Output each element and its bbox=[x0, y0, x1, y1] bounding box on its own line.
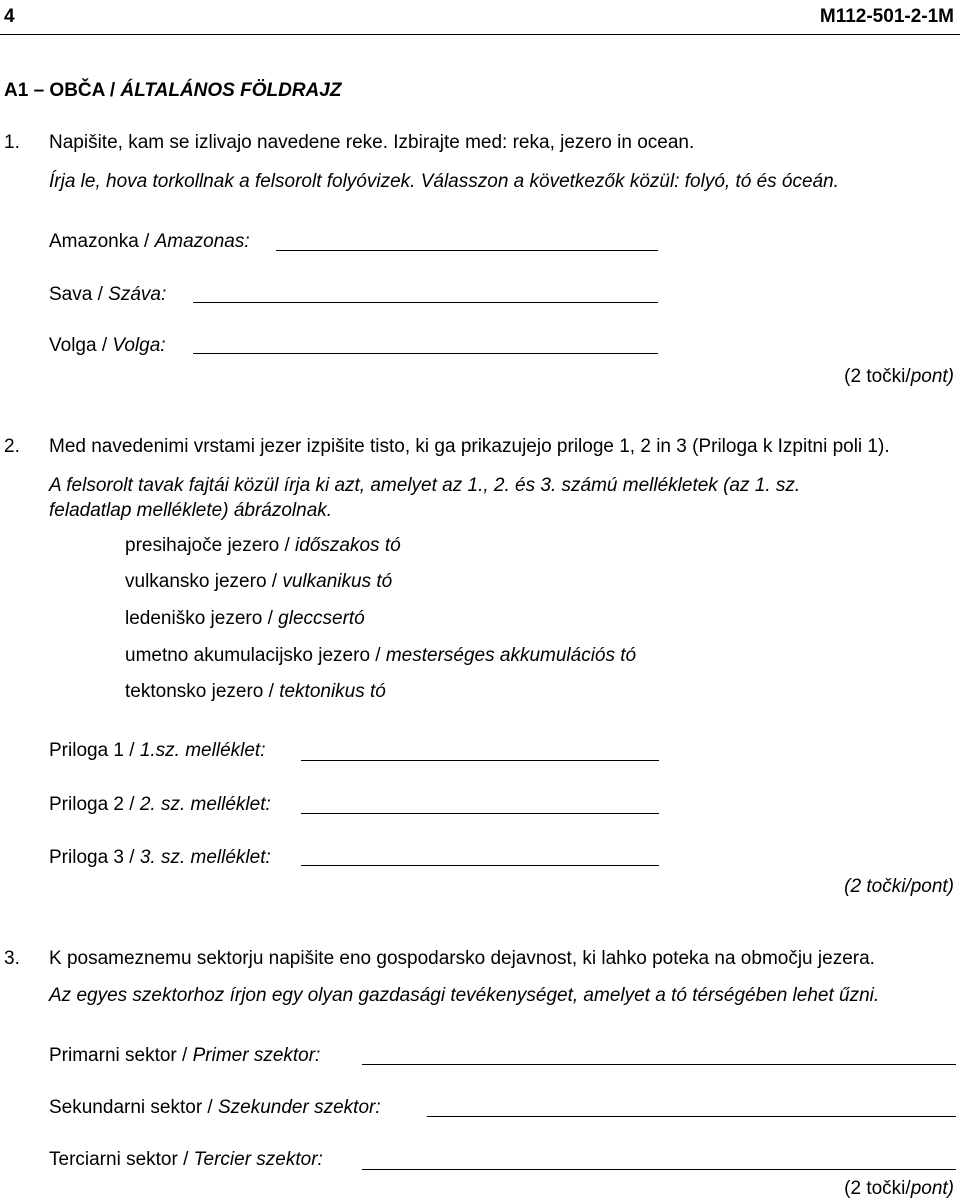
q3-points bbox=[844, 1178, 954, 1200]
attachment-sl: Priloga 2 / bbox=[49, 794, 140, 815]
attachment-hu: 1.sz. melléklet: bbox=[139, 740, 266, 761]
q1-river-sava-label bbox=[49, 284, 166, 306]
q3-answer-line-tertiary[interactable] bbox=[362, 1169, 956, 1170]
river-label-sl: Volga / bbox=[49, 335, 113, 356]
section-title-prefix: A1 – OBČA / bbox=[4, 80, 121, 101]
sector-sl: Terciarni sektor / bbox=[49, 1149, 194, 1170]
option-hu: időszakos tó bbox=[295, 535, 401, 556]
option-hu: gleccsertó bbox=[278, 608, 365, 629]
option-sl: presihajoče jezero / bbox=[125, 535, 296, 556]
sector-sl: Primarni sektor / bbox=[49, 1045, 193, 1066]
document-code: M112-501-2-1M bbox=[819, 6, 954, 27]
q2-number: 2. bbox=[4, 436, 20, 457]
attachment-hu: 2. sz. melléklet: bbox=[139, 794, 271, 815]
sector-hu: Szekunder szektor: bbox=[217, 1097, 381, 1118]
q1-text-hu: Írja le, hova torkollnak a felsorolt folyóvizek. Válasszon a következők közül: folyó, tó és óceán. bbox=[49, 171, 839, 192]
attachment-hu: 3. sz. melléklet: bbox=[139, 847, 271, 868]
option-sl: vulkansko jezero / bbox=[125, 571, 283, 592]
q2-points: (2 točki/pont) bbox=[844, 876, 954, 897]
q2-text-hu-line2: feladatlap melléklete) ábrázolnak. bbox=[49, 500, 333, 521]
option-sl: umetno akumulacijsko jezero / bbox=[125, 645, 386, 666]
option-hu: mesterséges akkumulációs tó bbox=[385, 645, 637, 666]
q3-answer-line-primary[interactable] bbox=[362, 1064, 956, 1065]
sector-hu: Primer szektor: bbox=[192, 1045, 321, 1066]
q2-attachment-1-label bbox=[49, 740, 265, 762]
q3-sector-secondary-label bbox=[49, 1097, 381, 1119]
page-number: 4 bbox=[4, 6, 15, 27]
q3-sector-tertiary-label bbox=[49, 1149, 323, 1171]
q2-option-2 bbox=[125, 571, 392, 593]
q2-option-1 bbox=[125, 535, 401, 557]
q2-answer-line-2[interactable] bbox=[301, 813, 659, 814]
option-sl: ledeniško jezero / bbox=[125, 608, 279, 629]
q1-answer-line-sava[interactable] bbox=[193, 302, 658, 303]
river-label-sl: Amazonka / bbox=[49, 231, 155, 252]
q1-river-amazon-label bbox=[49, 231, 250, 253]
q2-attachment-2-label bbox=[49, 794, 271, 816]
q3-number: 3. bbox=[4, 948, 20, 969]
header-rule bbox=[0, 34, 960, 35]
q3-text-sl: K posameznemu sektorju napišite eno gospodarsko dejavnost, ki lahko poteka na območju jezera. bbox=[49, 948, 875, 969]
river-label-hu: Száva: bbox=[108, 284, 167, 305]
q1-answer-line-amazon[interactable] bbox=[276, 250, 658, 251]
river-label-hu: Volga: bbox=[112, 335, 166, 356]
section-title bbox=[4, 80, 341, 102]
q2-text-sl: Med navedenimi vrstami jezer izpišite tisto, ki ga prikazujejo priloge 1, 2 in 3 (Priloga k Izpitni poli 1). bbox=[49, 436, 890, 457]
q1-answer-line-volga[interactable] bbox=[193, 353, 658, 354]
q2-option-4 bbox=[125, 645, 636, 667]
points-hu: pont) bbox=[910, 1178, 954, 1199]
river-label-hu: Amazonas: bbox=[154, 231, 250, 252]
attachment-sl: Priloga 1 / bbox=[49, 740, 140, 761]
q1-points bbox=[844, 366, 954, 388]
q3-sector-primary-label bbox=[49, 1045, 320, 1067]
q2-option-3 bbox=[125, 608, 365, 630]
q1-text-sl: Napišite, kam se izlivajo navedene reke. Izbirajte med: reka, jezero in ocean. bbox=[49, 132, 695, 153]
option-sl: tektonsko jezero / bbox=[125, 681, 280, 702]
attachment-sl: Priloga 3 / bbox=[49, 847, 140, 868]
section-title-hu: ÁLTALÁNOS FÖLDRAJZ bbox=[120, 80, 342, 101]
q1-number: 1. bbox=[4, 132, 20, 153]
points-hu: pont) bbox=[910, 366, 954, 387]
sector-sl: Sekundarni sektor / bbox=[49, 1097, 218, 1118]
sector-hu: Tercier szektor: bbox=[193, 1149, 323, 1170]
q1-river-volga-label bbox=[49, 335, 166, 357]
river-label-sl: Sava / bbox=[49, 284, 109, 305]
q2-text-hu-line1: A felsorolt tavak fajtái közül írja ki azt, amelyet az 1., 2. és 3. számú mellékletek (az 1. sz. bbox=[49, 475, 801, 496]
option-hu: vulkanikus tó bbox=[282, 571, 393, 592]
q2-answer-line-1[interactable] bbox=[301, 760, 659, 761]
q2-option-5 bbox=[125, 681, 386, 703]
option-hu: tektonikus tó bbox=[279, 681, 386, 702]
q2-attachment-3-label bbox=[49, 847, 271, 869]
q3-answer-line-secondary[interactable] bbox=[427, 1116, 956, 1117]
q2-answer-line-3[interactable] bbox=[301, 865, 659, 866]
q3-text-hu: Az egyes szektorhoz írjon egy olyan gazdasági tevékenységet, amelyet a tó térségében lehet űzni. bbox=[49, 985, 880, 1006]
points-sl: (2 točki/ bbox=[844, 366, 911, 387]
points-sl: (2 točki/ bbox=[844, 1178, 911, 1199]
